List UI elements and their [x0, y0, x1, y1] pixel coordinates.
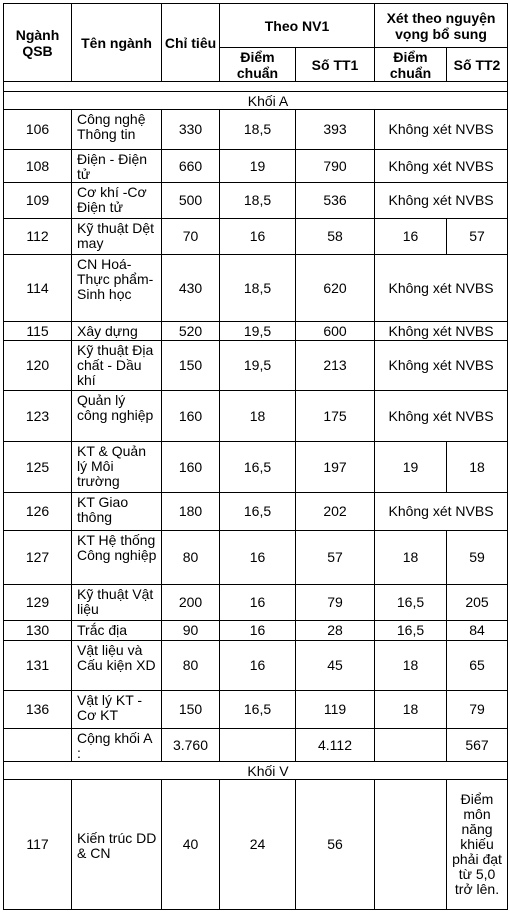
row-name: Kỹ thuật Dệt may [72, 219, 162, 255]
total-quota: 3.760 [162, 729, 220, 762]
row-nvbs-count: 79 [447, 691, 508, 729]
row-nvbs-note: Không xét NVBS [375, 255, 508, 322]
block-a-title: Khối A [162, 92, 375, 110]
table-row [4, 585, 508, 621]
row-quota: 520 [162, 322, 220, 341]
group-spacer [4, 762, 72, 780]
row-code: 125 [4, 442, 72, 493]
block-v-title: Khối V [162, 762, 375, 780]
row-nvbs-score: 18 [375, 691, 447, 729]
row-nv1-score: 16 [220, 219, 296, 255]
row-nv1-count: 58 [296, 219, 375, 255]
row-code: 129 [4, 585, 72, 621]
row-name: Công nghệ Thông tin [72, 110, 162, 150]
row-nvbs-count: 59 [447, 531, 508, 585]
row-name: Quản lý công nghiệp [72, 391, 162, 442]
row-nvbs-count: 84 [447, 621, 508, 641]
total-label: Cộng khối A : [72, 729, 162, 762]
row-name: Điện - Điện tử [72, 150, 162, 183]
table-row [4, 391, 508, 442]
header-name: Tên ngành [72, 4, 162, 82]
row-quota: 70 [162, 219, 220, 255]
table-row [4, 493, 508, 531]
row-nv1-count: 119 [296, 691, 375, 729]
group-spacer [447, 762, 508, 780]
row-nvbs-score: 16,5 [375, 621, 447, 641]
row-name: Trắc địa [72, 621, 162, 641]
row-nv1-score: 16 [220, 641, 296, 691]
row-code: 126 [4, 493, 72, 531]
row-nv1-count: 57 [296, 531, 375, 585]
total-code [4, 729, 72, 762]
row-code: 136 [4, 691, 72, 729]
row-nv1-count: 393 [296, 110, 375, 150]
group-spacer [72, 762, 162, 780]
table-row [4, 322, 508, 341]
row-nvbs-note: Không xét NVBS [375, 391, 508, 442]
row-nv1-count: 45 [296, 641, 375, 691]
row-quota: 500 [162, 183, 220, 219]
row-nv1-score: 19,5 [220, 322, 296, 341]
row-nvbs-note: Không xét NVBS [375, 110, 508, 150]
row-code: 127 [4, 531, 72, 585]
row-nv1-score: 16 [220, 531, 296, 585]
row-nvbs-score: 16 [375, 219, 447, 255]
row-quota: 90 [162, 621, 220, 641]
row-quota: 80 [162, 641, 220, 691]
row-quota: 150 [162, 691, 220, 729]
row-code: 120 [4, 341, 72, 391]
row-nvbs-score: 19 [375, 442, 447, 493]
row-nvbs-score [375, 780, 447, 910]
row-quota: 160 [162, 442, 220, 493]
row-quota: 430 [162, 255, 220, 322]
header-nv1: Theo NV1 [220, 4, 375, 48]
row-code: 108 [4, 150, 72, 183]
row-code: 130 [4, 621, 72, 641]
total-nvbs-score [375, 729, 447, 762]
row-quota: 330 [162, 110, 220, 150]
row-nv1-count: 536 [296, 183, 375, 219]
table-row [4, 110, 508, 150]
row-code: 106 [4, 110, 72, 150]
group-spacer [375, 762, 447, 780]
table-row [4, 531, 508, 585]
admission-table [3, 3, 508, 910]
row-nv1-count: 79 [296, 585, 375, 621]
table-row [4, 219, 508, 255]
table-row [4, 442, 508, 493]
total-nvbs-count: 567 [447, 729, 508, 762]
row-nv1-score: 18,5 [220, 110, 296, 150]
row-code: 123 [4, 391, 72, 442]
row-name: CN Hoá-Thực phẩm-Sinh học [72, 255, 162, 322]
row-code: 114 [4, 255, 72, 322]
header-nvbs-score: Điểm chuẩn [375, 48, 447, 82]
row-code: 115 [4, 322, 72, 341]
table-row [4, 780, 508, 910]
row-nv1-count: 197 [296, 442, 375, 493]
row-name: Vật liệu và Cấu kiện XD [72, 641, 162, 691]
row-nvbs-note: Không xét NVBS [375, 150, 508, 183]
row-name: Kỹ thuật Địa chất - Dầu khí [72, 341, 162, 391]
row-name: Vật lý KT - Cơ KT [72, 691, 162, 729]
row-nv1-score: 16,5 [220, 493, 296, 531]
row-nvbs-score: 16,5 [375, 585, 447, 621]
row-name: Kiến trúc DD & CN [72, 780, 162, 910]
row-name: KT Hệ thống Công nghiệp [72, 531, 162, 585]
row-quota: 660 [162, 150, 220, 183]
row-nv1-score: 18 [220, 391, 296, 442]
row-name: KT & Quản lý Môi trường [72, 442, 162, 493]
row-nvbs-score: 18 [375, 641, 447, 691]
row-nv1-score: 18,5 [220, 255, 296, 322]
row-nv1-score: 24 [220, 780, 296, 910]
row-nv1-count: 28 [296, 621, 375, 641]
row-nv1-count: 56 [296, 780, 375, 910]
table-row [4, 641, 508, 691]
row-nvbs-count: 57 [447, 219, 508, 255]
header-nvbs-count: Số TT2 [447, 48, 508, 82]
row-nvbs-score: 18 [375, 531, 447, 585]
row-nv1-count: 202 [296, 493, 375, 531]
header-nv1-score: Điểm chuẩn [220, 48, 296, 82]
table-row [4, 621, 508, 641]
row-nv1-count: 175 [296, 391, 375, 442]
row-nv1-count: 600 [296, 322, 375, 341]
row-nv1-score: 16,5 [220, 691, 296, 729]
row-nv1-score: 16,5 [220, 442, 296, 493]
table-row [4, 341, 508, 391]
row-nvbs-note: Không xét NVBS [375, 322, 508, 341]
row-name: Xây dựng [72, 322, 162, 341]
total-row [4, 729, 508, 762]
header-quota: Chỉ tiêu [162, 4, 220, 82]
row-nvbs-note: Không xét NVBS [375, 341, 508, 391]
row-code: 131 [4, 641, 72, 691]
row-name: KT Giao thông [72, 493, 162, 531]
header-code: Ngành QSB [4, 4, 72, 82]
header-nv1-count: Số TT1 [296, 48, 375, 82]
row-note: Điểm môn năng khiếu phải đạt từ 5,0 trở lên. [447, 780, 508, 910]
row-code: 109 [4, 183, 72, 219]
row-quota: 80 [162, 531, 220, 585]
total-nv1-count: 4.112 [296, 729, 375, 762]
row-nv1-count: 213 [296, 341, 375, 391]
row-quota: 200 [162, 585, 220, 621]
row-quota: 150 [162, 341, 220, 391]
row-nv1-score: 18,5 [220, 183, 296, 219]
row-nvbs-note: Không xét NVBS [375, 183, 508, 219]
row-name: Kỹ thuật Vật liệu [72, 585, 162, 621]
row-quota: 160 [162, 391, 220, 442]
table-row [4, 183, 508, 219]
table-row [4, 150, 508, 183]
row-code: 112 [4, 219, 72, 255]
table-row [4, 255, 508, 322]
table-row [4, 691, 508, 729]
row-code: 117 [4, 780, 72, 910]
row-name: Cơ khí -Cơ Điện tử [72, 183, 162, 219]
header-nvbs: Xét theo nguyện vọng bổ sung [375, 4, 508, 48]
row-nv1-score: 19 [220, 150, 296, 183]
row-nv1-count: 620 [296, 255, 375, 322]
row-nv1-score: 19,5 [220, 341, 296, 391]
row-nvbs-note: Không xét NVBS [375, 493, 508, 531]
row-nvbs-count: 18 [447, 442, 508, 493]
total-nv1-score [220, 729, 296, 762]
row-nv1-count: 790 [296, 150, 375, 183]
header-spacer [4, 82, 508, 92]
row-nvbs-count: 205 [447, 585, 508, 621]
row-nv1-score: 16 [220, 585, 296, 621]
row-quota: 180 [162, 493, 220, 531]
row-nv1-score: 16 [220, 621, 296, 641]
row-quota: 40 [162, 780, 220, 910]
row-nvbs-count: 65 [447, 641, 508, 691]
